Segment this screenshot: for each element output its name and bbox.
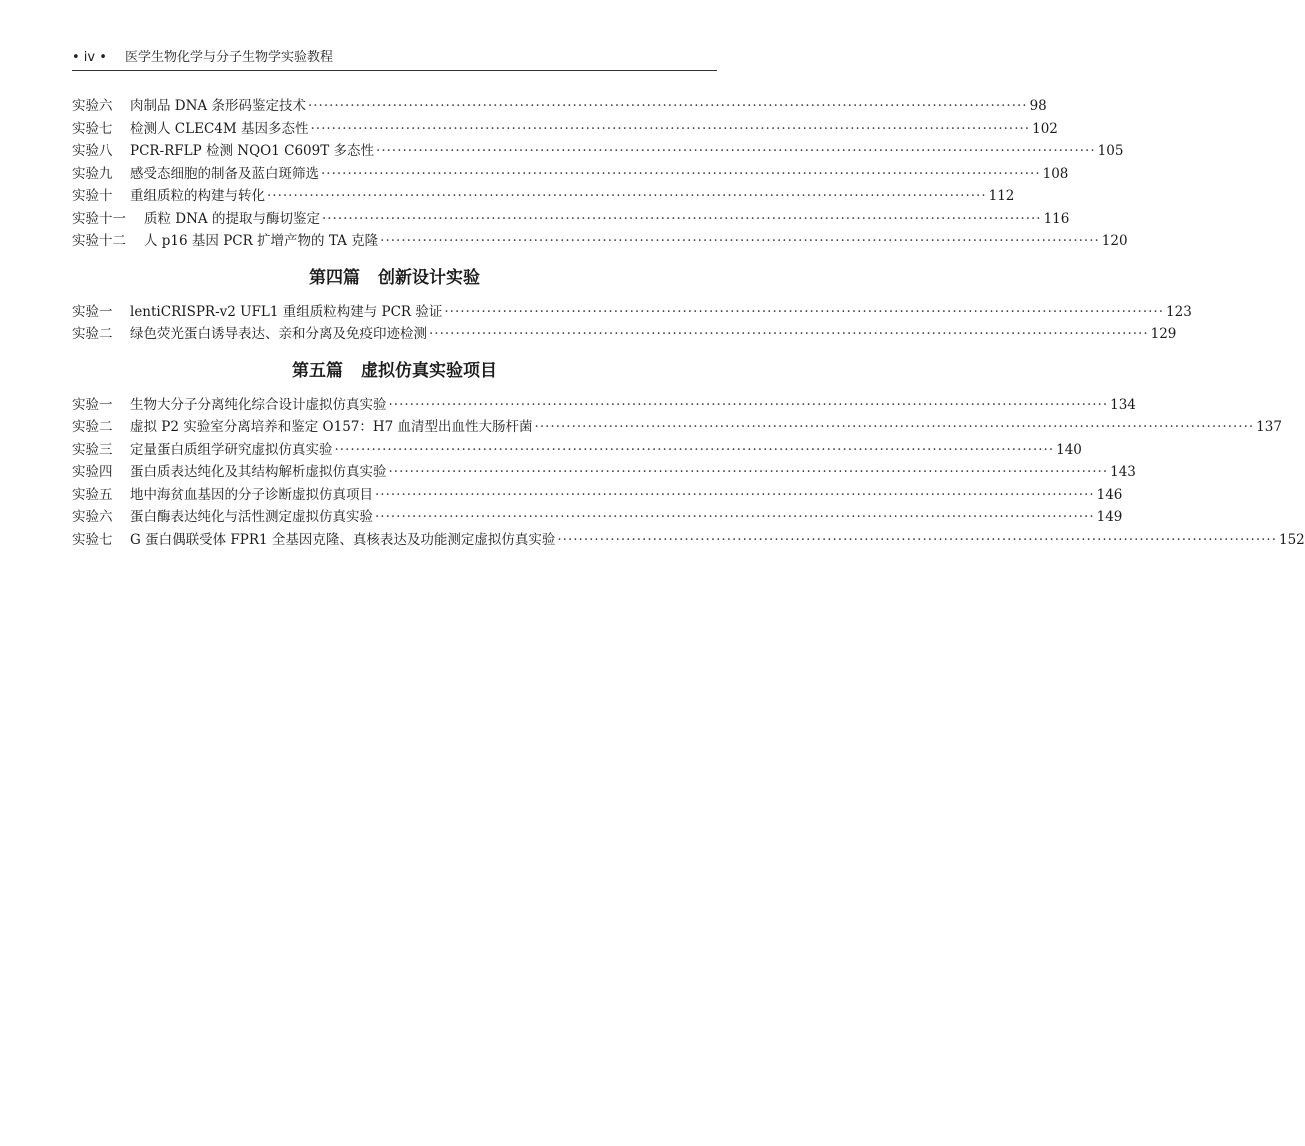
- toc-entry[interactable]: [72, 439, 1082, 462]
- toc-entry[interactable]: [72, 484, 1123, 507]
- entry-label: 实验十: [72, 188, 113, 204]
- entry-page: 137: [1256, 419, 1282, 435]
- toc-entry[interactable]: [72, 140, 1124, 163]
- entry-label: 实验十一: [72, 210, 126, 227]
- toc-entry[interactable]: [72, 416, 1282, 439]
- entry-page: 108: [1042, 165, 1069, 182]
- entry-title: lentiCRISPR-v2 UFL1 重组质粒构建与 PCR 验证: [130, 303, 443, 320]
- entry-title: 人 p16 基因 PCR 扩增产物的 TA 克隆: [144, 233, 379, 249]
- entry-page: 140: [1056, 441, 1082, 458]
- dot-leader: [389, 394, 1109, 417]
- entry-page: 152: [1279, 531, 1305, 548]
- part-number: 第四篇: [309, 267, 360, 288]
- toc-entry[interactable]: [72, 185, 1015, 208]
- entry-page: 105: [1097, 143, 1124, 159]
- entry-page: 102: [1032, 120, 1058, 137]
- dot-leader: [375, 484, 1095, 507]
- entry-page: 149: [1096, 509, 1123, 525]
- entry-title: PCR-RFLP 检测 NQO1 C609T 多态性: [130, 143, 375, 159]
- dot-leader: [321, 163, 1041, 186]
- dot-leader: [376, 140, 1096, 163]
- page-number: • iv •: [72, 50, 107, 65]
- entry-title: 肉制品 DNA 条形码鉴定技术: [130, 98, 306, 114]
- dot-leader: [310, 118, 1030, 141]
- entry-title: 地中海贫血基因的分子诊断虚拟仿真项目: [130, 486, 373, 503]
- entry-label: 实验五: [72, 486, 113, 503]
- dot-leader: [375, 506, 1095, 529]
- part-title: 虚拟仿真实验项目: [361, 360, 497, 381]
- entry-title: 检测人 CLEC4M 基因多态性: [130, 120, 309, 137]
- entry-label: 实验七: [72, 531, 113, 548]
- dot-leader: [308, 95, 1028, 118]
- entry-page: 143: [1110, 464, 1136, 480]
- toc-entry[interactable]: [72, 95, 1047, 118]
- toc-entry[interactable]: [72, 301, 1192, 324]
- entry-label: 实验六: [72, 98, 113, 114]
- running-head: [72, 48, 717, 71]
- entry-page: 116: [1043, 210, 1070, 227]
- dot-leader: [557, 529, 1277, 552]
- entry-title: 生物大分子分离纯化综合设计虚拟仿真实验: [130, 396, 387, 413]
- toc-entry[interactable]: [72, 230, 1128, 253]
- part-number: 第五篇: [292, 360, 343, 381]
- dot-leader: [535, 416, 1255, 439]
- toc-entry[interactable]: [72, 506, 1123, 529]
- entry-label: 实验四: [72, 464, 113, 480]
- toc-entry[interactable]: [72, 529, 1305, 552]
- dot-leader: [322, 208, 1042, 231]
- entry-label: 实验九: [72, 165, 113, 182]
- part-title: 创新设计实验: [378, 267, 480, 288]
- entry-title: 定量蛋白质组学研究虚拟仿真实验: [130, 441, 333, 458]
- toc-entry[interactable]: [72, 118, 1058, 141]
- entry-title: 蛋白质表达纯化及其结构解析虚拟仿真实验: [130, 464, 387, 480]
- entry-title: 虚拟 P2 实验室分离培养和鉴定 O157：H7 血清型出血性大肠杆菌: [130, 419, 533, 435]
- entry-page: 98: [1029, 98, 1047, 114]
- dot-leader: [380, 230, 1100, 253]
- toc-entry[interactable]: [72, 208, 1070, 231]
- entry-label: 实验六: [72, 509, 113, 525]
- dot-leader: [335, 439, 1055, 462]
- entry-page: 120: [1101, 233, 1128, 249]
- toc-entry[interactable]: [72, 461, 1136, 484]
- entry-label: 实验七: [72, 120, 113, 137]
- entry-title: 感受态细胞的制备及蓝白斑筛选: [130, 165, 319, 182]
- entry-title: 绿色荧光蛋白诱导表达、亲和分离及免疫印迹检测: [130, 326, 427, 342]
- entry-title: 重组质粒的构建与转化: [130, 188, 265, 204]
- dot-leader: [267, 185, 987, 208]
- entry-page: 129: [1150, 326, 1177, 342]
- dot-leader: [389, 461, 1109, 484]
- part-heading: [72, 255, 717, 301]
- dot-leader: [429, 323, 1149, 346]
- entry-label: 实验八: [72, 143, 113, 159]
- toc-entry[interactable]: [72, 163, 1069, 186]
- entry-title: 蛋白酶表达纯化与活性测定虚拟仿真实验: [130, 509, 373, 525]
- entry-title: G 蛋白偶联受体 FPR1 全基因克隆、真核表达及功能测定虚拟仿真实验: [130, 531, 556, 548]
- entry-page: 134: [1110, 396, 1136, 413]
- book-title: 医学生物化学与分子生物学实验教程: [125, 50, 334, 65]
- entry-label: 实验二: [72, 419, 113, 435]
- entry-title: 质粒 DNA 的提取与酶切鉴定: [144, 210, 320, 227]
- toc-entry[interactable]: [72, 394, 1136, 417]
- entry-label: 实验一: [72, 396, 113, 413]
- entry-label: 实验十二: [72, 233, 126, 249]
- dot-leader: [444, 301, 1164, 324]
- toc-entry[interactable]: [72, 323, 1177, 346]
- entry-label: 实验二: [72, 326, 113, 342]
- part-heading: [72, 348, 717, 394]
- entry-page: 123: [1166, 303, 1192, 320]
- entry-page: 146: [1096, 486, 1123, 503]
- table-of-contents: [72, 95, 1305, 551]
- entry-label: 实验一: [72, 303, 113, 320]
- entry-page: 112: [988, 188, 1015, 204]
- entry-label: 实验三: [72, 441, 113, 458]
